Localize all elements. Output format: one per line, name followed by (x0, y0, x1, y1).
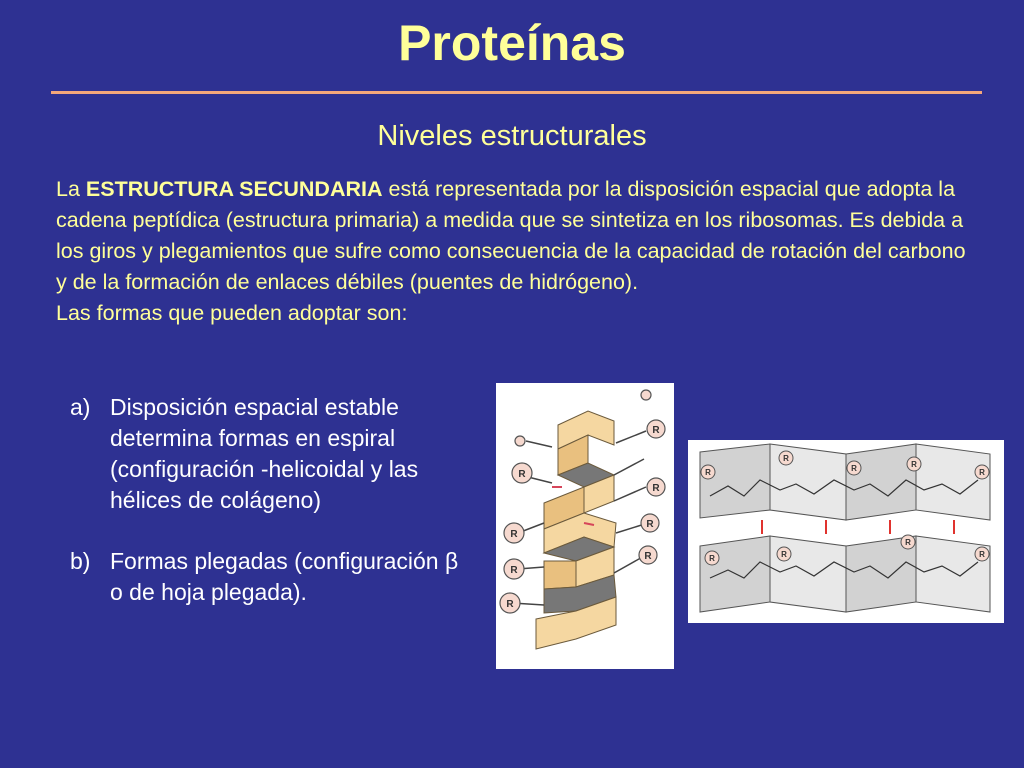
forms-list (70, 392, 470, 608)
list-item (70, 392, 470, 516)
svg-text:R: R (506, 599, 514, 610)
svg-text:R: R (911, 460, 917, 469)
svg-text:R: R (518, 469, 526, 480)
svg-text:R: R (979, 468, 985, 477)
alpha-helix-illustration (496, 383, 674, 669)
svg-text:R: R (979, 550, 985, 559)
slide-subtitle: Niveles estructurales (377, 120, 647, 152)
svg-text:R: R (851, 464, 857, 473)
svg-text:R: R (510, 529, 518, 540)
list-item-text: Disposición espacial estable determina formas en espiral (configuración -helicoidal y las hélices de colágeno) (110, 394, 419, 513)
svg-text:R: R (709, 554, 715, 563)
beta-sheet-illustration (688, 440, 1004, 623)
title-divider (51, 91, 982, 94)
intro-paragraph (56, 174, 976, 329)
intro-bold-term: ESTRUCTURA SECUNDARIA (85, 177, 383, 201)
list-marker: b) (70, 548, 91, 574)
alpha-helix-figure (496, 383, 674, 669)
svg-text:R: R (783, 454, 789, 463)
svg-text:R: R (646, 519, 654, 530)
slide-title: Proteínas (398, 15, 626, 71)
svg-text:R: R (644, 551, 652, 562)
intro-prefix: La (56, 177, 86, 201)
svg-text:R: R (905, 538, 911, 547)
beta-sheet-figure (688, 440, 1004, 623)
intro-text: está representada por la disposición espacial que adopta la cadena peptídica (estructura primaria) a medida que se sintetiza en los ribosomas. Es debida a los giros y plegamientos que sufre como consecuencia de la capacidad de rotación del carbono y de la formación de enlaces débiles (puentes de hidrógeno). (56, 177, 966, 294)
intro-second-line: Las formas que pueden adoptar son: (56, 301, 408, 325)
list-item-text: Formas plegadas (configuración β o de hoja plegada). (110, 548, 459, 605)
svg-text:R: R (652, 425, 660, 436)
list-marker: a) (70, 394, 91, 420)
svg-text:R: R (781, 550, 787, 559)
svg-text:R: R (652, 483, 660, 494)
svg-text:R: R (510, 565, 518, 576)
svg-text:R: R (705, 468, 711, 477)
list-item (70, 546, 470, 608)
